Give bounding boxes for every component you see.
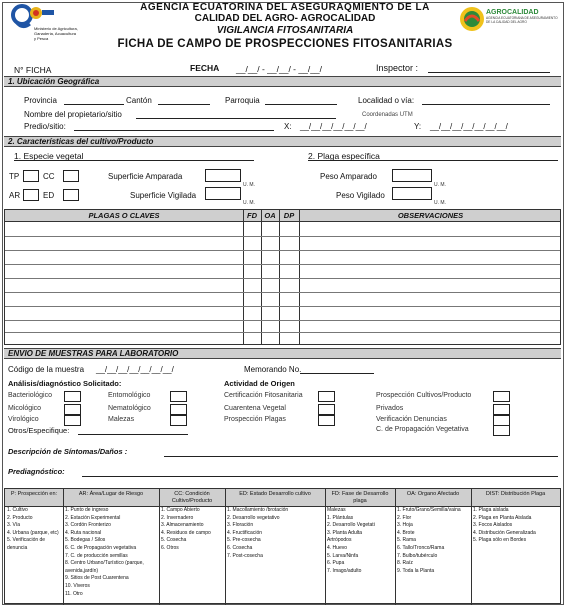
canton-field[interactable] [158, 104, 210, 105]
legend-item: 1. Plántulas [327, 514, 354, 521]
legend-item: 9. Sitios de Post Cuarentena [65, 575, 129, 582]
legend-item: 2. Invernadero [161, 514, 194, 521]
legend-item: 6. Tallo/Tronco/Rama [397, 544, 445, 551]
ar-label: AR [9, 191, 21, 200]
sup-amparada-um: U. M. [243, 182, 255, 188]
legend-item: Malezas [327, 507, 346, 513]
form-title: FICHA DE CAMPO DE PROSPECCIONES FITOSANITARIAS [117, 38, 453, 50]
fecha-field[interactable]: __/__/ - __/__/ - __/__/ [236, 64, 323, 74]
legend-item: 3. Vía [7, 522, 21, 529]
verif-denuncias-label: Verificación Denuncias [376, 416, 447, 423]
legend-col-ar [63, 507, 159, 598]
prospeccion-cultivos-label: Prospección Cultivos/Producto [376, 392, 472, 399]
localidad-field[interactable] [422, 104, 550, 105]
legend-item: 2. Producto [7, 514, 33, 521]
bacteriologico-label: Bacteriológico [8, 392, 52, 399]
legend-item: 5. Pre-cosecha [227, 537, 261, 544]
sup-amparada-label: Superficie Amparada [108, 172, 183, 181]
legend-item: 4. Fructificación [227, 529, 263, 536]
section-envio-muestras: ENVIO DE MUESTRAS PARA LABORATORIO [4, 348, 561, 359]
provincia-label: Provincia [24, 96, 57, 105]
fecha-label: FECHA [190, 63, 220, 73]
peso-amparado-um: U. M. [434, 182, 446, 188]
legend-item: 7. Bulbo/tubérculo [397, 552, 438, 559]
peso-vigilado-um: U. M. [434, 200, 446, 206]
cuarentena-label: Cuarentena Vegetal [224, 405, 286, 412]
x-label: X: [284, 122, 292, 131]
legend-item: 1. Plaga aislada [473, 507, 509, 513]
legend-header-fd: FD: Fase de Desarrollo plaga [325, 489, 395, 507]
legend-item: 5. Verificación de denuncia [7, 537, 46, 551]
micologico-checkbox[interactable] [64, 404, 81, 415]
virologico-label: Virológico [8, 416, 39, 423]
predio-field[interactable] [74, 130, 274, 131]
grid-divider [261, 210, 262, 344]
legend-item: 5. Cosecha [161, 537, 187, 544]
ed-label: ED [43, 191, 55, 200]
prospeccion-plagas-label: Prospección Plagas [224, 416, 286, 423]
legend-item: 8. Raíz [397, 560, 413, 567]
agency-subtitle: CALIDAD DEL AGRO- AGROCALIDAD [194, 13, 376, 24]
grid-divider [243, 210, 244, 344]
c-propagacion-label: C. de Propagación Vegetativa [376, 426, 469, 433]
col-plagas: PLAGAS O CLAVES [88, 211, 160, 220]
grid-row-line [5, 320, 560, 321]
prospeccion-cultivos-checkbox[interactable] [493, 391, 510, 402]
section-cultivo: 2. Características del cultivo/Producto [4, 136, 561, 147]
prediagnostico-field[interactable] [82, 476, 558, 477]
legend-item: 5. Bodegas / Silos [65, 537, 106, 544]
legend-item: 3. Floración [227, 522, 254, 529]
legend-item: 11. Otro [65, 590, 83, 597]
cc-label: CC [43, 172, 55, 181]
codigo-label: Código de la muestra [8, 365, 85, 374]
legend-header-p: P: Prospección en: [5, 489, 63, 507]
legend-item: 1. Macollamiento /brotación [227, 507, 289, 513]
propietario-field[interactable] [136, 118, 336, 119]
grid-divider [279, 210, 280, 344]
legend-header-oa: OA: Organo Afectado [395, 489, 471, 507]
col-oa: OA [264, 211, 276, 220]
grid-row-line [5, 250, 560, 251]
plaga-label: 2. Plaga específica [308, 151, 380, 161]
cuarentena-checkbox[interactable] [318, 404, 335, 415]
entomologico-checkbox[interactable] [170, 391, 187, 402]
col-observaciones: OBSERVACIONES [397, 211, 464, 220]
provincia-field[interactable] [64, 104, 124, 105]
peso-vigilado-label: Peso Vigilado [336, 191, 385, 200]
x-coordinate-field[interactable]: __/__/__/__/__/__/ [300, 122, 367, 131]
legend-item: 2. Estación Experimental [65, 514, 121, 521]
malezas-label: Malezas [108, 416, 135, 423]
descripcion-label: Descripción de Síntomas/Daños : [8, 447, 128, 456]
legend-col-oa [395, 507, 471, 575]
grid-row-line [5, 332, 560, 333]
legend-item: 4. Brote [397, 529, 415, 536]
tp-box[interactable] [23, 170, 39, 182]
malezas-checkbox[interactable] [170, 415, 187, 426]
plagas-table [4, 209, 561, 345]
legend-item: 9. Toda la Planta [397, 567, 435, 574]
grid-row-line [5, 264, 560, 265]
legend-col-cc [159, 507, 225, 553]
peso-vigilado-field[interactable] [392, 187, 432, 200]
section-ubicacion: 1. Ubicación Geográfica [4, 76, 561, 87]
legend-item: 2. Flor [397, 514, 412, 521]
col-dp: DP [283, 211, 295, 220]
legend-item: 7. Imago/adulto [327, 567, 362, 574]
actividad-label: Actividad de Origen [224, 379, 295, 388]
privados-label: Privados [376, 405, 404, 412]
col-fd: FD [247, 211, 257, 220]
legend-item: 4. Residuos de campo [161, 529, 211, 536]
plaga-field[interactable] [308, 160, 558, 161]
parroquia-label: Parroquia [225, 96, 260, 105]
parroquia-field[interactable] [265, 104, 337, 105]
inspector-field[interactable] [428, 72, 550, 73]
legend-item: Artrópodos [327, 537, 352, 544]
especie-field[interactable] [14, 160, 254, 161]
legend-item: 5. Rama [397, 537, 416, 544]
legend-header-ed: ED: Estado Desarrollo cultivo [225, 489, 325, 507]
legend-item: 5. Plaga sólo en Bordes [473, 537, 527, 544]
memorando-field[interactable] [300, 373, 374, 374]
legend-item: 6. Pupa [327, 560, 345, 567]
legend-col-ed [225, 507, 325, 560]
peso-amparado-label: Peso Amparado [320, 172, 377, 181]
legend-header-ar: AR: Área/Lugar de Riesgo [63, 489, 159, 507]
legend-item: 4. Huevo [327, 544, 348, 551]
micologico-label: Micológico [8, 405, 42, 412]
legend-item: 3. Planta Adulta [327, 529, 363, 536]
sup-vigilada-um: U. M. [243, 200, 255, 206]
legend-item: 3. Cordón Fronterizo [65, 522, 111, 529]
c-propagacion-checkbox[interactable] [493, 425, 510, 436]
peso-amparado-field[interactable] [392, 169, 432, 182]
sup-vigilada-field[interactable] [205, 187, 241, 200]
inspector-label: Inspector : [376, 63, 419, 73]
agency-title: AGENCIA ECUATORINA DEL ASEGURAQMIENTO DE LA [140, 2, 430, 13]
ed-box[interactable] [63, 189, 79, 201]
analisis-label: Análisis/diagnóstico Solicitado: [8, 379, 122, 388]
grid-row-line [5, 292, 560, 293]
otros-field[interactable] [78, 434, 188, 435]
nematologico-label: Nematológico [108, 405, 151, 412]
prospeccion-plagas-checkbox[interactable] [318, 415, 335, 426]
nematologico-checkbox[interactable] [170, 404, 187, 415]
legend-item: 7. Post-cosecha [227, 552, 263, 559]
program-title: VIGILANCIA FITOSANITARIA [216, 25, 354, 36]
y-label: Y: [414, 122, 422, 131]
legend-item: 3. Focos Aislados [473, 522, 513, 529]
legend-item: 1. Campo Abierto [161, 507, 200, 513]
legend-item: 4. Urbana (parque, etc) [7, 529, 59, 536]
privados-checkbox[interactable] [493, 404, 510, 415]
legend-col-dist [471, 507, 560, 545]
y-coordinate-field[interactable]: __/__/__/__/__/__/__/ [430, 122, 508, 131]
cert-fito-checkbox[interactable] [318, 391, 335, 402]
propietario-label: Nombre del propietario/sitio [24, 110, 122, 119]
legend-col-p [5, 507, 63, 553]
otros-label: Otros/Especifique: [8, 426, 70, 435]
legend-item: 8. Centro Urbano/Turístico (parque, avenida,jardín) [65, 560, 144, 574]
grid-divider [299, 210, 300, 344]
localidad-label: Localidad o vía: [358, 96, 415, 105]
entomologico-label: Entomológico [108, 392, 151, 399]
legend-item: 6. C. de Propagación vegetativa [65, 544, 137, 551]
nficha-label: N° FICHA [14, 65, 52, 75]
cc-box[interactable] [63, 170, 79, 182]
prediagnostico-label: Prediagnóstico: [8, 467, 65, 476]
tp-label: TP [9, 172, 20, 181]
memorando-label: Memorando No. [244, 365, 302, 374]
descripcion-field[interactable] [164, 456, 558, 457]
grid-row-line [5, 278, 560, 279]
legend-item: 4. Distribución Generalizada [473, 529, 536, 536]
coordenadas-label: Coordenadas UTM [362, 112, 413, 118]
grid-row-line [5, 306, 560, 307]
legend-header-dist: DIST: Distribución Plaga [471, 489, 560, 507]
legend-item: 10. Viveros [65, 582, 90, 589]
cert-fito-label: Certificación Fitosanitaria [224, 392, 303, 399]
sup-vigilada-label: Superficie Vigilada [130, 191, 197, 200]
legend-item: 2. Desarrollo vegetativo [227, 514, 280, 521]
codigo-field[interactable]: __/__/__/__/__/__/__/ [96, 365, 174, 374]
sup-amparada-field[interactable] [205, 169, 241, 182]
legend-item: 7. C. de producción semillas [65, 552, 128, 559]
legend-item: 1. Fruto/Grano/Semilla/vaina [397, 507, 461, 513]
legend-item: 5. Larva/Ninfa [327, 552, 359, 559]
agrocalidad-logo-title: AGROCALIDAD [486, 9, 539, 16]
legend-item: 4. Ruta nacional [65, 529, 102, 536]
legend-item: 2. Plaga en Planta Aislada [473, 514, 532, 521]
legend-item: 1. Cultivo [7, 507, 28, 513]
predio-label: Predio/sitio: [24, 122, 66, 131]
legend-item: 3. Almacenamiento [161, 522, 204, 529]
legend-header-cc: CC: Condición Cultivo/Producto [159, 489, 225, 507]
especie-label: 1. Especie vegetal [14, 151, 84, 161]
bacteriologico-checkbox[interactable] [64, 391, 81, 402]
legend-item: 6. Cosecha [227, 544, 253, 551]
canton-label: Cantón [126, 96, 152, 105]
legend-col-fd [325, 507, 395, 575]
ministry-logo-text: Ministerio de Agricultura, Ganadería, Acuacultura y Pesca [34, 26, 78, 41]
legend-item: 3. Hoja [397, 522, 413, 529]
virologico-checkbox[interactable] [64, 415, 81, 426]
grid-row-line [5, 236, 560, 237]
legend-item: 2. Desarrollo Vegetati [327, 522, 375, 529]
ar-box[interactable] [23, 189, 39, 201]
legend-item: 6. Otros [161, 544, 179, 551]
agrocalidad-logo-subtitle: AGENCIA ECUATORIANA DE ASEGURAMIENTO DE LA CALIDAD DEL AGRO [486, 16, 558, 24]
legend-item: 1. Punto de ingreso [65, 507, 109, 513]
codes-legend [4, 488, 561, 604]
